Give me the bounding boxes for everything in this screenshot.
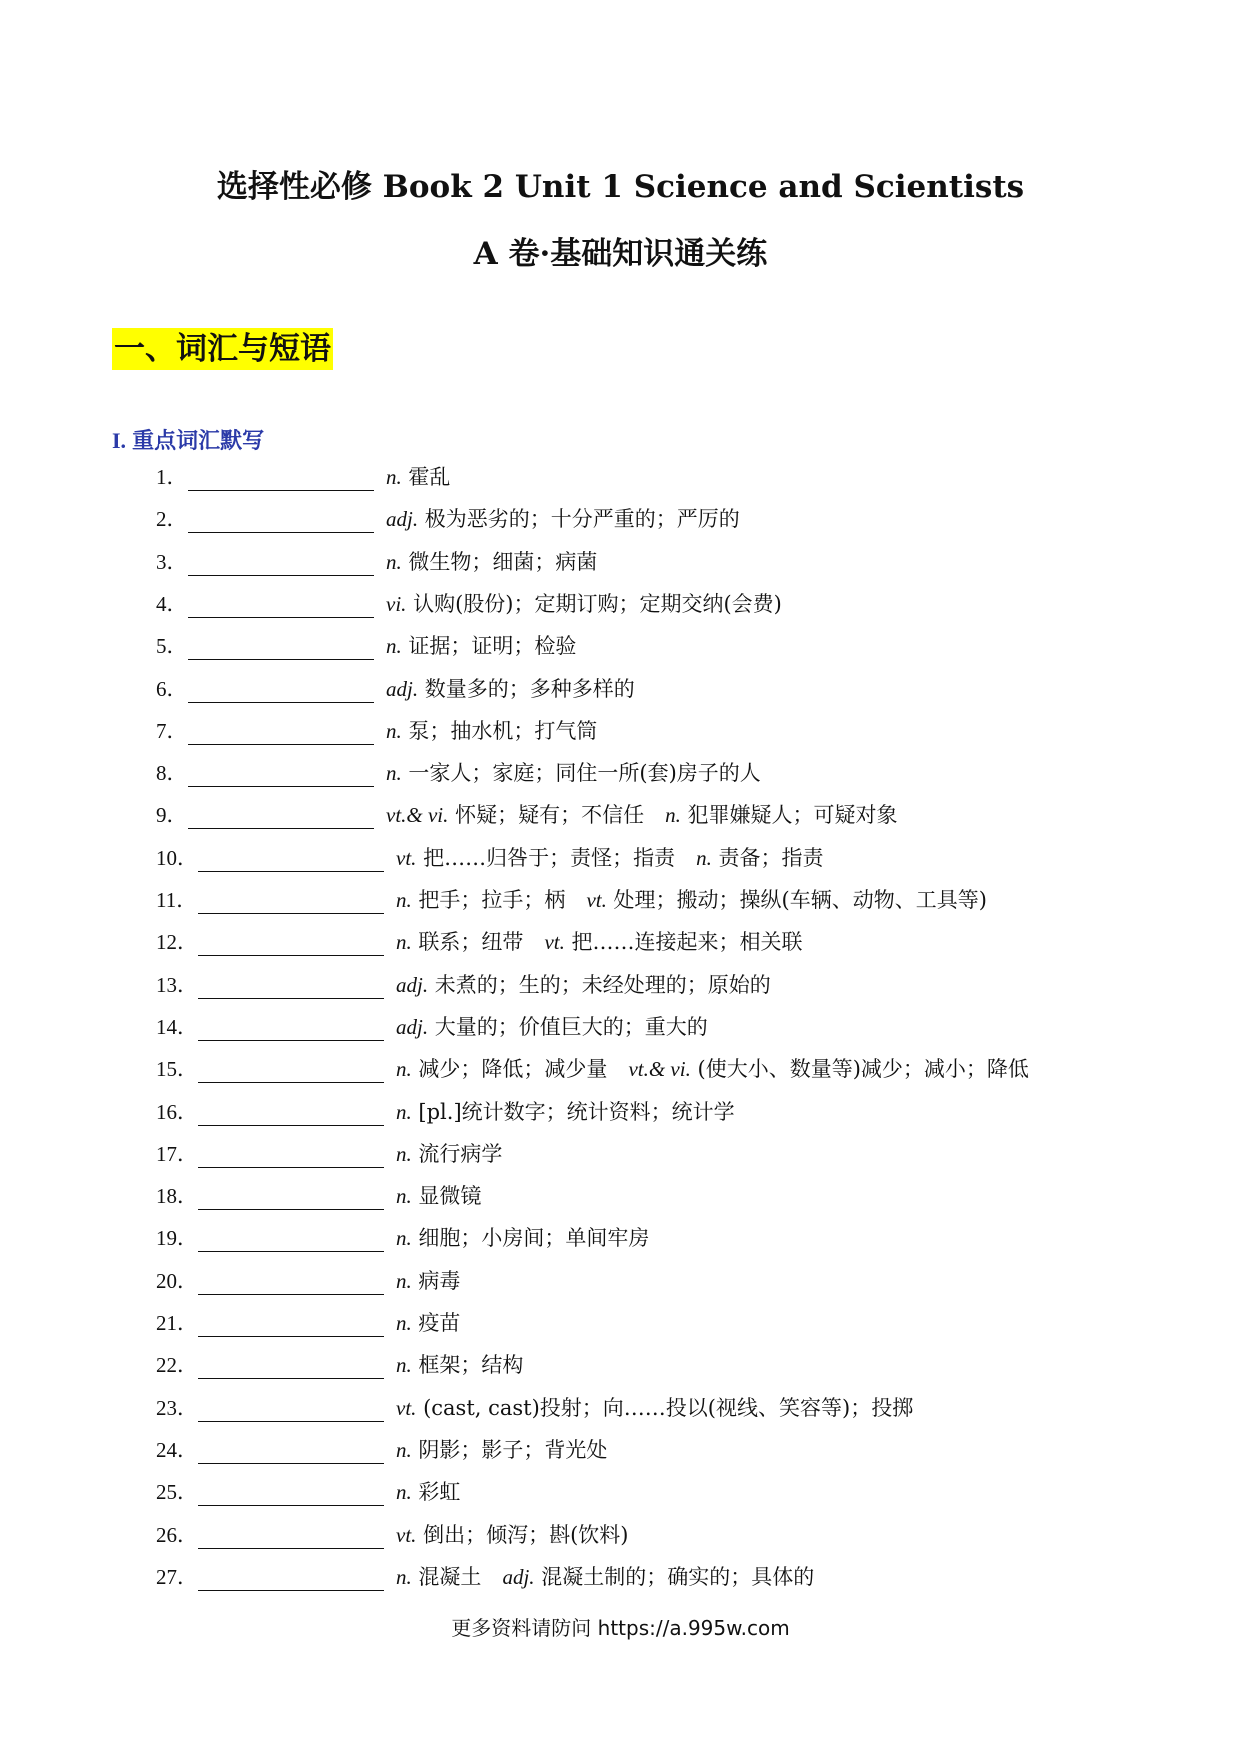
answer-blank[interactable] (188, 553, 374, 576)
definition-text: (cast, cast)投射；向……投以(视线、笑容等)；投掷 (416, 1395, 914, 1420)
definition-text: 混凝土制的；确实的；具体的 (534, 1564, 815, 1589)
subsection-number: I. (112, 428, 127, 453)
definition-text: 把……归咎于；责怪；指责 (416, 845, 697, 870)
item-definition (386, 461, 450, 491)
item-number: 7． (156, 718, 188, 743)
item-definition (396, 1265, 460, 1295)
part-of-speech: n. (396, 1311, 412, 1335)
item-definition (386, 799, 898, 829)
item-number: 23． (156, 1395, 198, 1420)
vocabulary-item (156, 546, 597, 576)
item-number: 1． (156, 465, 188, 489)
definition-text: 联系；纽带 (411, 930, 545, 955)
item-number: 18． (156, 1184, 198, 1209)
definition-text: 病毒 (411, 1268, 461, 1293)
item-number: 24． (156, 1437, 198, 1462)
item-number: 20． (156, 1268, 198, 1293)
item-number: 25． (156, 1480, 198, 1505)
definition-text: 处理；搬动；操纵(车辆、动物、工具等) (606, 888, 987, 912)
item-number: 13． (156, 972, 198, 997)
vocabulary-item (156, 673, 635, 703)
item-definition (396, 1476, 460, 1506)
vocabulary-item (156, 926, 803, 956)
item-number: 15． (156, 1057, 198, 1082)
vocabulary-item (156, 588, 782, 618)
item-number: 5． (156, 634, 188, 659)
item-number: 8． (156, 761, 188, 786)
part-of-speech: n. (396, 1564, 412, 1589)
vocabulary-item (156, 715, 597, 745)
definition-text: 显微镜 (411, 1184, 482, 1209)
answer-blank[interactable] (198, 1060, 384, 1083)
answer-blank[interactable] (198, 933, 384, 956)
vocabulary-item (156, 461, 450, 491)
definition-text: 大量的；价值巨大的；重大的 (428, 1014, 708, 1039)
part-of-speech: n. (396, 1268, 412, 1293)
part-of-speech: adj. (386, 676, 419, 701)
answer-blank[interactable] (188, 595, 374, 618)
item-definition (386, 715, 597, 745)
answer-blank[interactable] (198, 1568, 384, 1591)
vocabulary-item (156, 757, 761, 787)
part-of-speech: n. (665, 803, 681, 828)
definition-text: 证据；证明；检验 (401, 634, 577, 659)
item-definition (396, 926, 803, 956)
footer-note: 更多资料请防问 https://a.995w.com (451, 1616, 790, 1640)
answer-blank[interactable] (188, 510, 374, 533)
definition-text: 责备；指责 (711, 845, 824, 870)
vocabulary-item (156, 1053, 1029, 1083)
part-of-speech: n. (386, 761, 402, 786)
part-of-speech: n. (696, 845, 712, 870)
answer-blank[interactable] (188, 806, 374, 829)
definition-text: 霍乱 (401, 465, 451, 489)
answer-blank[interactable] (198, 1526, 384, 1549)
item-definition (396, 1138, 502, 1168)
answer-blank[interactable] (188, 680, 374, 703)
item-number: 6． (156, 676, 188, 701)
item-number: 2． (156, 507, 188, 532)
item-number: 16． (156, 1099, 198, 1124)
item-definition (396, 842, 824, 872)
answer-blank[interactable] (198, 1272, 384, 1295)
item-definition (386, 757, 761, 787)
answer-blank[interactable] (198, 1314, 384, 1337)
definition-text: 怀疑；疑有；不信任 (448, 803, 666, 828)
item-definition (396, 1349, 523, 1379)
part-of-speech: vt.& vi. (628, 1057, 691, 1082)
subsection-label: 重点词汇默写 (132, 428, 265, 454)
answer-blank[interactable] (198, 891, 384, 914)
definition-text: 一家人；家庭；同住一所(套)房子的人 (401, 761, 761, 786)
vocabulary-item (156, 630, 576, 660)
item-definition (396, 1561, 814, 1591)
definition-text: 倒出；倾泻；斟(饮料) (416, 1522, 629, 1547)
answer-blank[interactable] (198, 1229, 384, 1252)
answer-blank[interactable] (188, 722, 374, 745)
answer-blank[interactable] (198, 1441, 384, 1464)
item-number: 10． (156, 845, 198, 870)
answer-blank[interactable] (198, 1187, 384, 1210)
vocabulary-item (156, 1434, 607, 1464)
item-definition (396, 1096, 735, 1126)
item-number: 19． (156, 1226, 198, 1251)
definition-text: 阴影；影子；背光处 (411, 1437, 608, 1462)
item-definition (396, 1180, 481, 1210)
part-of-speech: n. (396, 1480, 412, 1505)
item-number: 12． (156, 930, 198, 955)
definition-text: 流行病学 (411, 1141, 503, 1166)
item-number: 21． (156, 1311, 198, 1335)
definition-text: 极为恶劣的；十分严重的；严厉的 (418, 507, 740, 532)
definition-text: 细胞；小房间；单间牢房 (411, 1226, 650, 1251)
vocabulary-item (156, 1096, 735, 1126)
item-number: 9． (156, 803, 188, 828)
part-of-speech: n. (396, 1353, 412, 1378)
part-of-speech: adj. (502, 1564, 535, 1589)
answer-blank[interactable] (198, 1356, 384, 1379)
part-of-speech: n. (396, 1099, 412, 1124)
definition-text: [pl.]统计数字；统计资料；统计学 (411, 1099, 735, 1124)
answer-blank[interactable] (198, 976, 384, 999)
vocabulary-item (156, 1476, 460, 1506)
part-of-speech: adj. (396, 972, 429, 997)
part-of-speech: vt. (586, 888, 607, 912)
definition-text: 彩虹 (411, 1480, 461, 1505)
answer-blank[interactable] (188, 764, 374, 787)
item-definition (396, 1434, 607, 1464)
item-definition (386, 630, 576, 660)
page-subtitle: A 卷·基础知识通关练 (473, 236, 768, 272)
vocabulary-item (156, 1222, 649, 1252)
definition-text: 认购(股份)；定期订购；定期交纳(会费) (406, 591, 782, 616)
vocabulary-item (156, 1392, 913, 1422)
part-of-speech: n. (396, 930, 412, 955)
part-of-speech: n. (396, 1437, 412, 1462)
part-of-speech: n. (396, 1226, 412, 1251)
part-of-speech: n. (396, 1184, 412, 1209)
vocabulary-item (156, 1265, 460, 1295)
item-definition (386, 673, 635, 703)
item-definition (386, 503, 740, 533)
definition-text: 犯罪嫌疑人；可疑对象 (680, 803, 898, 828)
item-number: 11． (156, 888, 198, 912)
part-of-speech: adj. (386, 507, 419, 532)
vocabulary-item (156, 884, 987, 914)
item-definition (396, 1519, 628, 1549)
vocabulary-item (156, 1011, 708, 1041)
part-of-speech: n. (386, 549, 402, 574)
answer-blank[interactable] (198, 1103, 384, 1126)
part-of-speech: vt. (544, 930, 565, 955)
definition-text: 微生物；细菌；病菌 (401, 549, 598, 574)
part-of-speech: vt. (396, 845, 417, 870)
item-number: 22． (156, 1353, 198, 1378)
definition-text: 泵；抽水机；打气筒 (401, 718, 598, 743)
item-definition (396, 969, 771, 999)
vocabulary-item (156, 1519, 628, 1549)
vocabulary-item (156, 1349, 523, 1379)
vocabulary-item (156, 799, 898, 829)
item-definition (386, 588, 782, 618)
definition-text: 把手；拉手；柄 (411, 888, 587, 912)
answer-blank[interactable] (198, 1018, 384, 1041)
item-definition (396, 884, 987, 914)
definition-text: 未煮的；生的；未经处理的；原始的 (428, 972, 771, 997)
item-definition (396, 1222, 649, 1252)
definition-text: 数量多的；多种多样的 (418, 676, 635, 701)
item-definition (396, 1392, 913, 1422)
definition-text: 疫苗 (411, 1311, 461, 1335)
part-of-speech: vt. (396, 1395, 417, 1420)
part-of-speech: vt. (396, 1522, 417, 1547)
part-of-speech: vt.& vi. (386, 803, 449, 828)
answer-blank[interactable] (188, 468, 374, 491)
item-definition (396, 1011, 708, 1041)
vocabulary-item (156, 1180, 481, 1210)
item-number: 14． (156, 1014, 198, 1039)
vocabulary-item (156, 969, 771, 999)
answer-blank[interactable] (188, 637, 374, 660)
page-title: 选择性必修 Book 2 Unit 1 Science and Scientists (216, 169, 1025, 205)
part-of-speech: n. (386, 634, 402, 659)
item-number: 4． (156, 591, 188, 616)
item-number: 27． (156, 1564, 198, 1589)
vocabulary-item (156, 503, 740, 533)
section-heading: 一、词汇与短语 (112, 328, 333, 370)
definition-text: 框架；结构 (411, 1353, 524, 1378)
definition-text: 减少；降低；减少量 (411, 1057, 629, 1082)
item-definition (386, 546, 597, 576)
part-of-speech: n. (396, 1057, 412, 1082)
vocabulary-item (156, 842, 824, 872)
part-of-speech: n. (386, 718, 402, 743)
definition-text: 把……连接起来；相关联 (564, 930, 803, 955)
answer-blank[interactable] (198, 1399, 384, 1422)
part-of-speech: n. (396, 888, 412, 912)
definition-text: (使大小、数量等)减少；减小；降低 (690, 1057, 1029, 1082)
item-definition (396, 1307, 460, 1337)
vocabulary-item (156, 1307, 460, 1337)
vocabulary-item (156, 1561, 814, 1591)
vocabulary-item (156, 1138, 502, 1168)
answer-blank[interactable] (198, 849, 384, 872)
definition-text: 混凝土 (411, 1564, 503, 1589)
item-number: 26． (156, 1522, 198, 1547)
item-number: 17． (156, 1141, 198, 1166)
part-of-speech: adj. (396, 1014, 429, 1039)
part-of-speech: vi. (386, 591, 407, 616)
part-of-speech: n. (396, 1141, 412, 1166)
item-number: 3． (156, 549, 188, 574)
answer-blank[interactable] (198, 1145, 384, 1168)
item-definition (396, 1053, 1029, 1083)
part-of-speech: n. (386, 465, 402, 489)
answer-blank[interactable] (198, 1483, 384, 1506)
